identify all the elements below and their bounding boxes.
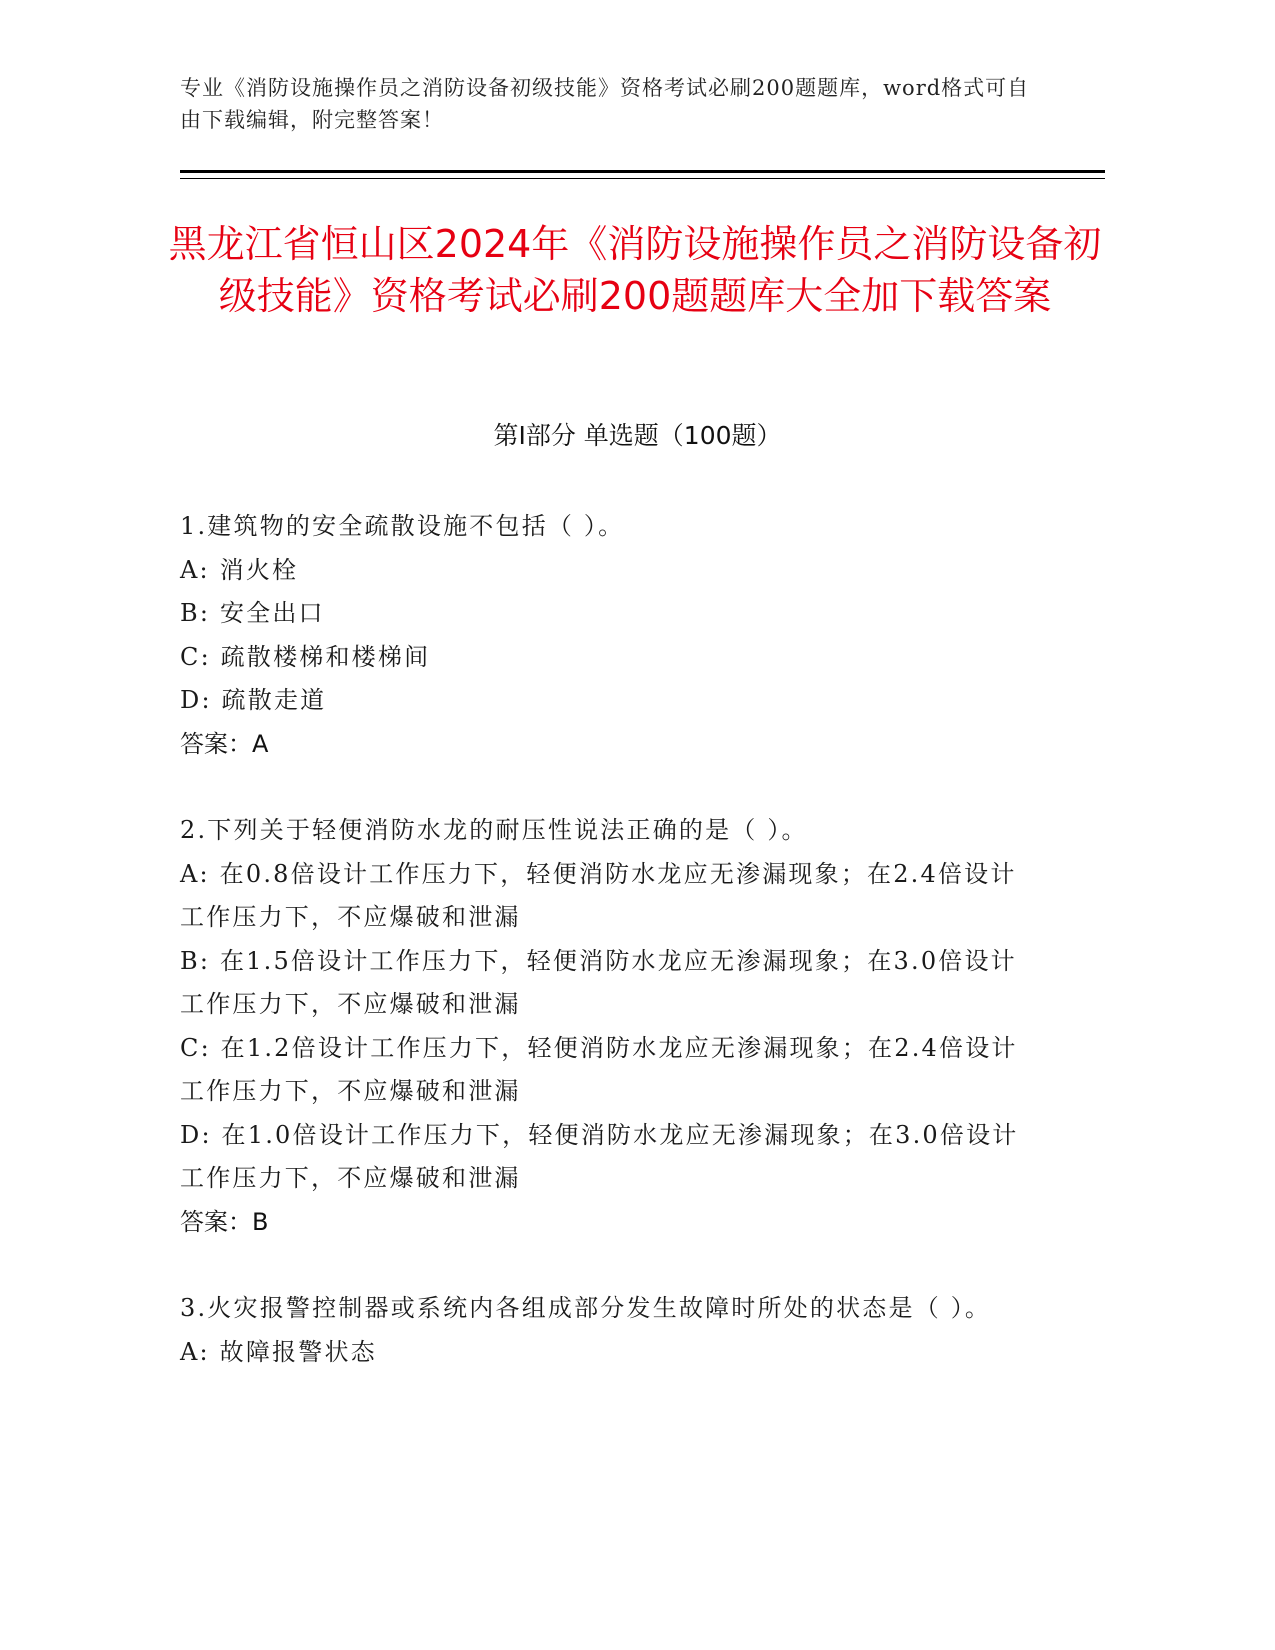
question-3: [180, 1287, 1040, 1374]
option-c: C: 疏散楼梯和楼梯间: [180, 642, 431, 671]
option-a: A: 消火栓: [180, 555, 299, 584]
question-1: [180, 505, 1040, 766]
option-b: B: 安全出口: [180, 599, 325, 627]
header-note: 专业《消防设施操作员之消防设备初级技能》资格考试必刷200题题库，word格式可自由下载编辑，附完整答案！: [180, 76, 1030, 132]
header-rule-thin: [180, 178, 1105, 179]
option-d: D: 在1.0倍设计工作压力下，轻便消防水龙应无渗漏现象；在3.0倍设计工作压力下，不应爆破和泄漏: [180, 1120, 1019, 1192]
option-a: A: 在0.8倍设计工作压力下，轻便消防水龙应无渗漏现象；在2.4倍设计工作压力下，不应爆破和泄漏: [180, 859, 1017, 931]
option-a: A: 故障报警状态: [180, 1337, 377, 1366]
option-d: D: 疏散走道: [180, 686, 327, 714]
question-list: [180, 505, 1040, 1374]
question-stem: 1.建筑物的安全疏散设施不包括（ ）。: [180, 512, 625, 540]
question-stem: 3.火灾报警控制器或系统内各组成部分发生故障时所处的状态是（ ）。: [180, 1294, 992, 1322]
option-c: C: 在1.2倍设计工作压力下，轻便消防水龙应无渗漏现象；在2.4倍设计工作压力下，不应爆破和泄漏: [180, 1033, 1018, 1105]
section-title: 第Ⅰ部分 单选题（100题）: [493, 421, 782, 450]
header-rule-thick: [180, 170, 1105, 173]
question-stem: 2.下列关于轻便消防水龙的耐压性说法正确的是（ ）。: [180, 816, 808, 844]
option-b: B: 在1.5倍设计工作压力下，轻便消防水龙应无渗漏现象；在3.0倍设计工作压力下，不应爆破和泄漏: [180, 946, 1017, 1018]
document-title: 黑龙江省恒山区2024年《消防设施操作员之消防设备初级技能》资格考试必刷200题题库大全加下载答案: [168, 222, 1102, 318]
question-2: [180, 809, 1040, 1244]
answer-line: 答案：A: [180, 729, 269, 758]
answer-line: 答案：B: [180, 1207, 269, 1236]
